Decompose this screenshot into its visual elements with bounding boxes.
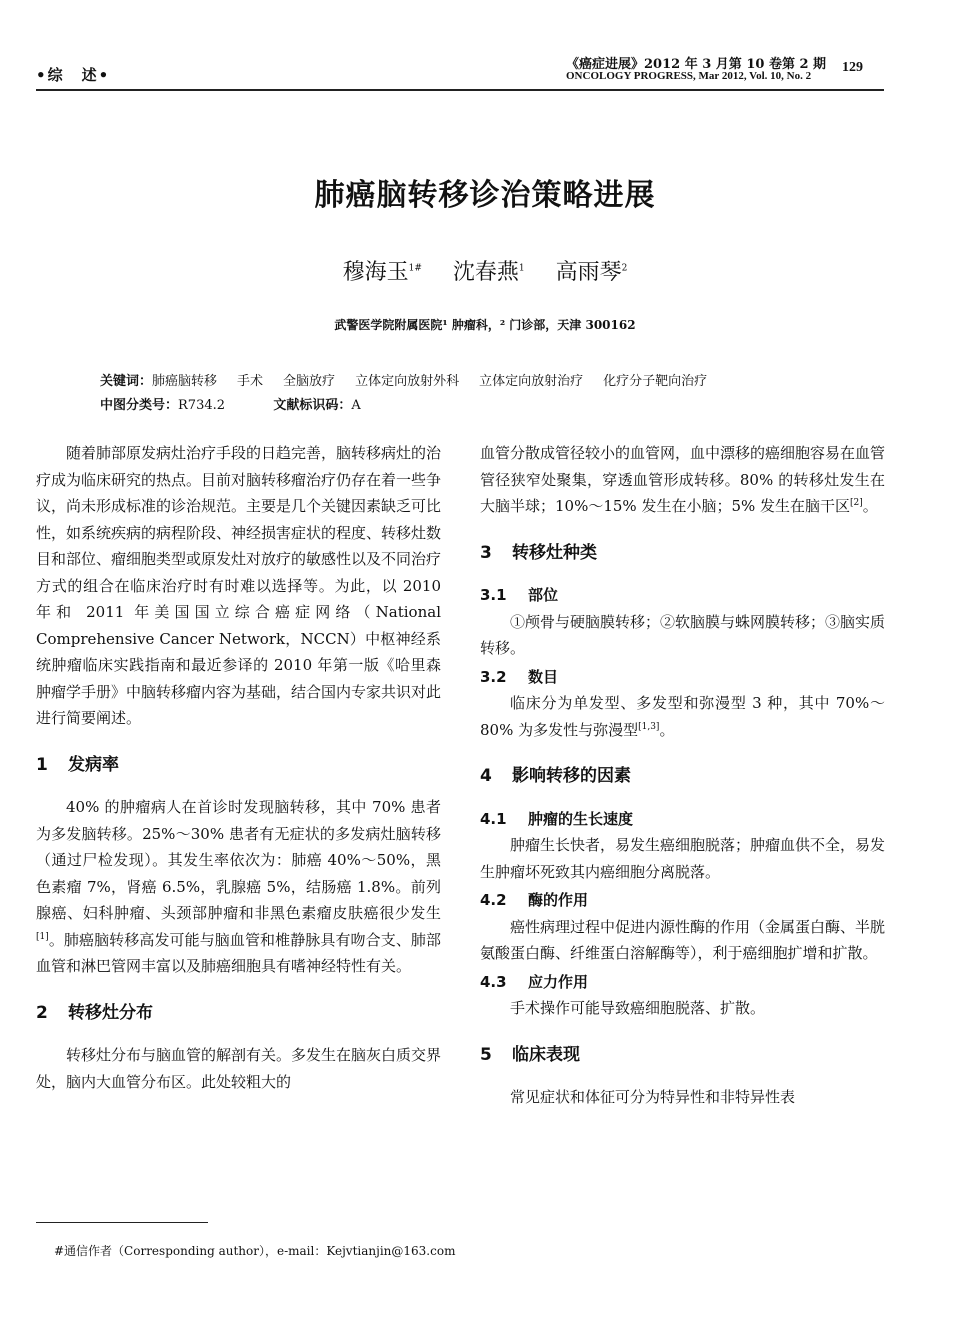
keywords <box>100 370 727 389</box>
author <box>343 260 422 285</box>
subsection-number: 4.3 <box>480 972 507 991</box>
doc-code-label: 文献标识码： <box>273 398 352 413</box>
text: 。 <box>659 720 675 739</box>
section-title: 临床表现 <box>512 1044 580 1065</box>
subsection-number: 3.2 <box>480 667 507 686</box>
author-name: 高雨琴 <box>555 260 622 285</box>
subsection-title: 酶的作用 <box>528 891 589 909</box>
text: 临床分为单发型、多发型和弥漫型 3 种，其中 70%～80% 为多发性与弥漫型 <box>480 694 885 739</box>
paragraph: ①颅骨与硬脑膜转移；②软脑膜与蛛网膜转移；③脑实质转移。 <box>480 612 886 657</box>
corresponding-author-note: #通信作者（Corresponding author），e-mail：Kejvtianjin@163.com <box>54 1244 456 1258</box>
paragraph: 癌性病理过程中促进内源性酶的作用（金属蛋白酶、半胱氨酸蛋白酶、纤维蛋白溶解酶等），利于癌细胞扩增和扩散。 <box>480 917 886 962</box>
keyword: 化疗分子靶向治疗 <box>603 374 708 389</box>
page-number: 129 <box>842 60 863 75</box>
citation: [2] <box>850 498 863 508</box>
text: 40% 的肿瘤病人在首诊时发现脑转移，其中 70% 患者为多发脑转移。25%～30% 患者有无症状的多发病灶脑转移（通过尸检发现）。其发生率依次为：肺癌 40%～50%，黑色素瘤 7%，肾癌 6.5%，乳腺癌 5%，结肠癌 1.8%。前列腺癌、妇科肿瘤、头颈部肿瘤和非黑色素瘤皮肤癌很少发生 <box>36 798 441 922</box>
clc-label: 中图分类号： <box>100 398 179 413</box>
subsection-number: 3.1 <box>480 586 507 604</box>
section-number: 2 <box>36 1002 48 1023</box>
section-heading <box>480 763 885 790</box>
subsection-title: 部位 <box>528 586 559 604</box>
subsection-heading <box>480 582 885 609</box>
section-title: 影响转移的因素 <box>512 766 631 786</box>
section-heading <box>36 752 441 779</box>
text: 血管分散成管径较小的血管网，血中漂移的癌细胞容易在血管管径狭窄处聚集，穿透血管形成转移。80% 的转移灶发生在大脑半球；10%～15% 发生在小脑；5% 发生在脑干区 <box>480 444 886 515</box>
keyword: 立体定向放射治疗 <box>479 374 584 389</box>
subsection-title: 肿瘤的生长速度 <box>528 809 634 828</box>
classification <box>100 394 361 413</box>
subsection-title: 数目 <box>528 667 559 686</box>
intro-paragraph: 随着肺部原发病灶治疗手段的日趋完善，脑转移病灶的治疗成为临床研究的热点。目前对脑转移瘤治疗仍存在着一些争议，尚未形成标准的诊治规范。主要是几个关键因素缺乏可比性，如系统疾病的病程阶段、神经损害症状的程度、转移灶数目和部位、瘤细胞类型或原发灶对放疗的敏感性以及不同治疗方式的组合在临床治疗时有时难以选择等。为此，以 2010 年和 2011 年美国国立综合癌症网络（National Comprehensive Cancer Network，NCCN）中枢神经系统肿瘤临床实践指南和最近参译的 2010 年第一版《哈里森肿瘤学手册》中脑转移瘤内容为基础，结合国内专家共识对此进行简要阐述。 <box>36 444 442 727</box>
section-heading <box>36 1000 441 1027</box>
subsection-heading <box>480 969 885 996</box>
author <box>453 260 525 285</box>
paragraph <box>480 440 885 520</box>
subsection-heading <box>480 806 885 833</box>
journal-citation-cn: 《癌症进展》2012 年 3 月第 10 卷第 2 期 <box>566 57 827 72</box>
paragraph: 肿瘤生长快者，易发生癌细胞脱落；肿瘤血供不全，易发生肿瘤坏死致其内癌细胞分离脱落。 <box>480 836 886 881</box>
citation: [1,3] <box>638 721 660 732</box>
citation: [1] <box>36 931 49 942</box>
paragraph: 手术操作可能导致癌细胞脱落、扩散。 <box>510 999 766 1017</box>
author <box>556 260 628 285</box>
section-number: 3 <box>480 542 492 563</box>
paragraph <box>36 794 441 980</box>
clc-value: R734.2 <box>178 398 226 413</box>
section-title: 发病率 <box>68 754 119 775</box>
paragraph: 常见症状和体征可分为特异性和非特异性表 <box>510 1088 796 1106</box>
keyword: 肺癌脑转移 <box>152 374 218 389</box>
subsection-number: 4.2 <box>480 891 507 909</box>
section-heading <box>480 540 885 567</box>
author-mark: 2 <box>621 263 628 274</box>
section-tag: •综 述• <box>36 66 111 84</box>
subsection-heading <box>480 887 885 914</box>
keyword: 全脑放疗 <box>283 374 336 389</box>
section-title: 转移灶种类 <box>512 542 597 563</box>
author-name: 穆海玉 <box>342 260 409 285</box>
section-number: 4 <box>480 766 492 786</box>
subsection-number: 4.1 <box>480 809 507 828</box>
paragraph <box>480 690 885 743</box>
journal-citation-en: ONCOLOGY PROGRESS, Mar 2012, Vol. 10, No. 2 <box>566 70 812 82</box>
keywords-label: 关键词： <box>100 374 153 389</box>
subsection-heading <box>480 664 885 691</box>
affiliation: 武警医学院附属医院¹ 肿瘤科，² 门诊部，天津 300162 <box>334 318 636 332</box>
text: 。肺癌脑转移高发可能与脑血管和椎静脉具有吻合支、肺部血管和淋巴管网丰富以及肺癌细胞具有嗜神经特性有关。 <box>36 930 441 975</box>
section-number: 5 <box>480 1044 492 1065</box>
text: 。 <box>862 497 878 515</box>
author-mark: 1# <box>408 263 422 274</box>
keyword: 手术 <box>237 374 264 389</box>
right-column <box>480 440 885 1111</box>
section-heading <box>480 1042 885 1069</box>
section-title: 转移灶分布 <box>68 1002 153 1023</box>
header-divider <box>36 89 884 91</box>
keyword: 立体定向放射外科 <box>355 374 460 389</box>
author-mark: 1 <box>518 263 525 274</box>
author-list <box>0 255 970 286</box>
doc-code-value: A <box>351 398 361 413</box>
article-title: 肺癌脑转移诊治策略进展 <box>314 178 656 213</box>
left-column <box>36 440 441 1095</box>
footnote-divider <box>36 1222 208 1223</box>
subsection-title: 应力作用 <box>528 972 589 991</box>
paragraph: 转移灶分布与脑血管的解剖有关。多发生在脑灰白质交界处，脑内大血管分布区。此处较粗大的 <box>36 1046 442 1091</box>
author-name: 沈春燕 <box>452 260 519 285</box>
section-number: 1 <box>36 754 48 775</box>
